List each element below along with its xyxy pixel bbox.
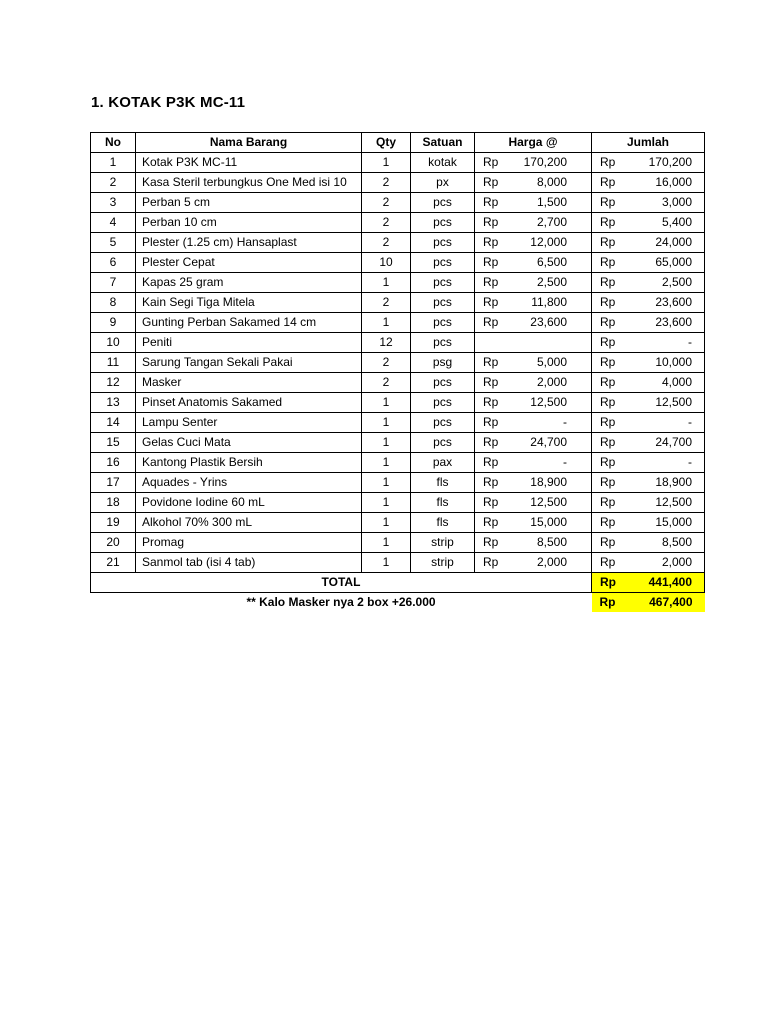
cell-unit: pcs <box>411 193 475 213</box>
cell-price-currency: Rp <box>475 293 520 313</box>
cell-price-currency: Rp <box>475 213 520 233</box>
cell-qty: 2 <box>362 293 411 313</box>
cell-price: 5,000 <box>520 353 592 373</box>
cell-price-currency: Rp <box>475 413 520 433</box>
cell-price-currency: Rp <box>475 473 520 493</box>
cell-qty: 1 <box>362 453 411 473</box>
cell-price-currency: Rp <box>475 193 520 213</box>
cell-price-currency: Rp <box>475 233 520 253</box>
cell-qty: 1 <box>362 393 411 413</box>
cell-name: Kasa Steril terbungkus One Med isi 10 <box>136 173 362 193</box>
header-no: No <box>91 133 136 153</box>
table-row <box>91 293 705 313</box>
cell-total: 5,400 <box>626 213 705 233</box>
cell-name: Perban 10 cm <box>136 213 362 233</box>
total-label: TOTAL <box>91 573 592 593</box>
table-row <box>91 553 705 573</box>
total-row <box>91 573 705 593</box>
table-row <box>91 173 705 193</box>
cell-unit: pcs <box>411 313 475 333</box>
cell-no: 8 <box>91 293 136 313</box>
table-row <box>91 373 705 393</box>
cell-total-currency: Rp <box>592 493 626 513</box>
cell-unit: pcs <box>411 273 475 293</box>
document-title: 1. KOTAK P3K MC-11 <box>91 94 246 111</box>
cell-total-currency: Rp <box>592 173 626 193</box>
cell-name: Lampu Senter <box>136 413 362 433</box>
cell-unit: pcs <box>411 413 475 433</box>
cell-price: 1,500 <box>520 193 592 213</box>
cell-unit: pcs <box>411 433 475 453</box>
cell-unit: strip <box>411 553 475 573</box>
cell-price-currency: Rp <box>475 173 520 193</box>
header-total: Jumlah <box>592 133 705 153</box>
cell-qty: 12 <box>362 333 411 353</box>
cell-unit: fls <box>411 473 475 493</box>
cell-total-currency: Rp <box>592 533 626 553</box>
cell-qty: 1 <box>362 513 411 533</box>
cell-total-currency: Rp <box>592 393 626 413</box>
cell-qty: 1 <box>362 473 411 493</box>
cell-qty: 2 <box>362 173 411 193</box>
cell-name: Peniti <box>136 333 362 353</box>
header-name: Nama Barang <box>136 133 362 153</box>
cell-name: Sarung Tangan Sekali Pakai <box>136 353 362 373</box>
table-row <box>91 253 705 273</box>
cell-price-currency: Rp <box>475 393 520 413</box>
cell-unit: pcs <box>411 213 475 233</box>
table-row <box>91 413 705 433</box>
cell-total: 24,000 <box>626 233 705 253</box>
cell-name: Kantong Plastik Bersih <box>136 453 362 473</box>
cell-qty: 1 <box>362 553 411 573</box>
cell-no: 15 <box>91 433 136 453</box>
cell-total-currency: Rp <box>592 253 626 273</box>
cell-qty: 2 <box>362 353 411 373</box>
cell-price: 2,000 <box>520 553 592 573</box>
cell-price: 12,500 <box>520 493 592 513</box>
note-text: ** Kalo Masker nya 2 box +26.000 <box>246 595 436 609</box>
cell-price: 2,000 <box>520 373 592 393</box>
cell-no: 9 <box>91 313 136 333</box>
cell-price-currency: Rp <box>475 533 520 553</box>
cell-name: Aquades - Yrins <box>136 473 362 493</box>
cell-qty: 1 <box>362 493 411 513</box>
cell-no: 13 <box>91 393 136 413</box>
cell-total: 10,000 <box>626 353 705 373</box>
cell-price-currency: Rp <box>475 313 520 333</box>
cell-name: Plester (1.25 cm) Hansaplast <box>136 233 362 253</box>
cell-no: 3 <box>91 193 136 213</box>
cell-no: 6 <box>91 253 136 273</box>
table-row <box>91 473 705 493</box>
cell-no: 20 <box>91 533 136 553</box>
table-row <box>91 193 705 213</box>
cell-qty: 1 <box>362 153 411 173</box>
cell-unit: pax <box>411 453 475 473</box>
cell-total: - <box>626 413 705 433</box>
table-row <box>91 153 705 173</box>
table-row <box>91 533 705 553</box>
table-row <box>91 353 705 373</box>
cell-total: 15,000 <box>626 513 705 533</box>
cell-no: 4 <box>91 213 136 233</box>
cell-unit: pcs <box>411 293 475 313</box>
items-table <box>90 132 705 612</box>
cell-price-currency: Rp <box>475 153 520 173</box>
cell-name: Kain Segi Tiga Mitela <box>136 293 362 313</box>
cell-name: Pinset Anatomis Sakamed <box>136 393 362 413</box>
table-row <box>91 333 705 353</box>
cell-unit: pcs <box>411 373 475 393</box>
note-row <box>91 593 705 613</box>
cell-price: 15,000 <box>520 513 592 533</box>
cell-price-currency: Rp <box>475 553 520 573</box>
cell-no: 12 <box>91 373 136 393</box>
cell-qty: 10 <box>362 253 411 273</box>
cell-no: 21 <box>91 553 136 573</box>
cell-unit: psg <box>411 353 475 373</box>
cell-price: - <box>520 413 592 433</box>
items-body <box>91 153 705 573</box>
cell-price: 6,500 <box>520 253 592 273</box>
cell-name: Kotak P3K MC-11 <box>136 153 362 173</box>
cell-no: 18 <box>91 493 136 513</box>
cell-price-currency: Rp <box>475 453 520 473</box>
note-currency: Rp <box>592 593 626 613</box>
cell-total-currency: Rp <box>592 193 626 213</box>
cell-unit: pcs <box>411 393 475 413</box>
cell-qty: 1 <box>362 313 411 333</box>
cell-qty: 1 <box>362 273 411 293</box>
cell-total: 18,900 <box>626 473 705 493</box>
cell-price: - <box>520 453 592 473</box>
cell-total: 3,000 <box>626 193 705 213</box>
table-row <box>91 493 705 513</box>
header-unit: Satuan <box>411 133 475 153</box>
cell-total-currency: Rp <box>592 513 626 533</box>
cell-price: 2,500 <box>520 273 592 293</box>
cell-name: Sanmol tab (isi 4 tab) <box>136 553 362 573</box>
cell-price: 12,500 <box>520 393 592 413</box>
table-row <box>91 273 705 293</box>
cell-total: 2,000 <box>626 553 705 573</box>
cell-price-currency: Rp <box>475 253 520 273</box>
cell-price: 23,600 <box>520 313 592 333</box>
cell-unit: kotak <box>411 153 475 173</box>
cell-unit: fls <box>411 513 475 533</box>
cell-qty: 2 <box>362 193 411 213</box>
table-row <box>91 513 705 533</box>
cell-total: 4,000 <box>626 373 705 393</box>
cell-no: 2 <box>91 173 136 193</box>
cell-name: Gunting Perban Sakamed 14 cm <box>136 313 362 333</box>
cell-total-currency: Rp <box>592 433 626 453</box>
cell-unit: pcs <box>411 233 475 253</box>
cell-price: 11,800 <box>520 293 592 313</box>
table-row <box>91 233 705 253</box>
total-value: 441,400 <box>626 573 705 593</box>
cell-price: 8,000 <box>520 173 592 193</box>
cell-unit: strip <box>411 533 475 553</box>
cell-total-currency: Rp <box>592 353 626 373</box>
cell-price-currency: Rp <box>475 493 520 513</box>
cell-price-currency: Rp <box>475 433 520 453</box>
cell-total: 2,500 <box>626 273 705 293</box>
cell-total-currency: Rp <box>592 273 626 293</box>
cell-qty: 1 <box>362 533 411 553</box>
table-row <box>91 213 705 233</box>
cell-qty: 2 <box>362 373 411 393</box>
cell-no: 14 <box>91 413 136 433</box>
cell-price: 2,700 <box>520 213 592 233</box>
cell-price: 24,700 <box>520 433 592 453</box>
header-price: Harga @ <box>475 133 592 153</box>
cell-price-currency: Rp <box>475 353 520 373</box>
cell-qty: 2 <box>362 233 411 253</box>
cell-total: 24,700 <box>626 433 705 453</box>
header-row <box>91 133 705 153</box>
cell-no: 16 <box>91 453 136 473</box>
cell-total-currency: Rp <box>592 213 626 233</box>
cell-name: Perban 5 cm <box>136 193 362 213</box>
table-row <box>91 313 705 333</box>
cell-price-currency: Rp <box>475 273 520 293</box>
cell-total-currency: Rp <box>592 153 626 173</box>
cell-total: 12,500 <box>626 493 705 513</box>
cell-qty: 1 <box>362 433 411 453</box>
cell-total: 12,500 <box>626 393 705 413</box>
cell-unit: px <box>411 173 475 193</box>
cell-no: 7 <box>91 273 136 293</box>
cell-price-currency: Rp <box>475 373 520 393</box>
cell-total: - <box>626 333 705 353</box>
cell-total: 16,000 <box>626 173 705 193</box>
cell-no: 19 <box>91 513 136 533</box>
cell-total-currency: Rp <box>592 453 626 473</box>
cell-total-currency: Rp <box>592 413 626 433</box>
cell-name: Plester Cepat <box>136 253 362 273</box>
cell-name: Promag <box>136 533 362 553</box>
cell-name: Alkohol 70% 300 mL <box>136 513 362 533</box>
cell-total: 23,600 <box>626 293 705 313</box>
cell-no: 5 <box>91 233 136 253</box>
cell-unit: fls <box>411 493 475 513</box>
cell-total-currency: Rp <box>592 373 626 393</box>
cell-name: Kapas 25 gram <box>136 273 362 293</box>
header-qty: Qty <box>362 133 411 153</box>
total-currency: Rp <box>592 573 626 593</box>
cell-name: Povidone Iodine 60 mL <box>136 493 362 513</box>
cell-no: 10 <box>91 333 136 353</box>
cell-no: 11 <box>91 353 136 373</box>
table-row <box>91 433 705 453</box>
cell-total-currency: Rp <box>592 473 626 493</box>
cell-name: Gelas Cuci Mata <box>136 433 362 453</box>
cell-total: - <box>626 453 705 473</box>
cell-total: 170,200 <box>626 153 705 173</box>
cell-price: 8,500 <box>520 533 592 553</box>
cell-total: 8,500 <box>626 533 705 553</box>
note-value: 467,400 <box>626 593 705 613</box>
cell-total-currency: Rp <box>592 553 626 573</box>
cell-price-currency: Rp <box>475 513 520 533</box>
cell-total-currency: Rp <box>592 233 626 253</box>
cell-total-currency: Rp <box>592 333 626 353</box>
cell-total: 65,000 <box>626 253 705 273</box>
cell-no: 17 <box>91 473 136 493</box>
cell-price <box>520 333 592 353</box>
cell-price-currency <box>475 333 520 353</box>
cell-total-currency: Rp <box>592 313 626 333</box>
cell-unit: pcs <box>411 333 475 353</box>
cell-total: 23,600 <box>626 313 705 333</box>
table-row <box>91 393 705 413</box>
cell-total-currency: Rp <box>592 293 626 313</box>
cell-qty: 1 <box>362 413 411 433</box>
cell-price: 170,200 <box>520 153 592 173</box>
cell-name: Masker <box>136 373 362 393</box>
cell-no: 1 <box>91 153 136 173</box>
cell-qty: 2 <box>362 213 411 233</box>
cell-price: 12,000 <box>520 233 592 253</box>
cell-unit: pcs <box>411 253 475 273</box>
cell-price: 18,900 <box>520 473 592 493</box>
table-row <box>91 453 705 473</box>
